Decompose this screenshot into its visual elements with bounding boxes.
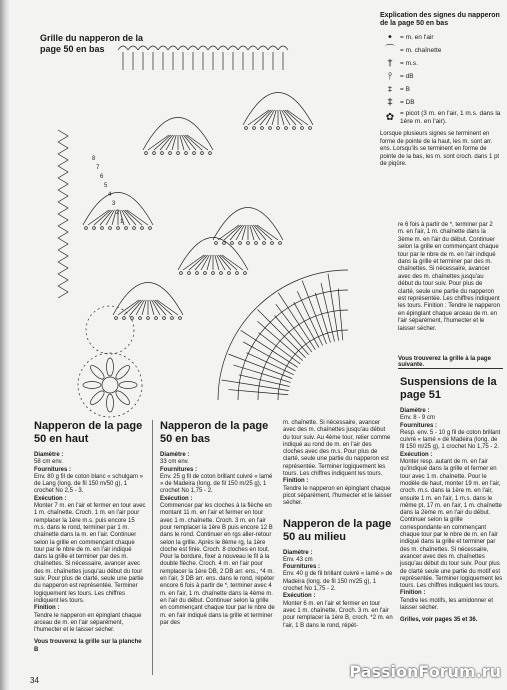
zigzag-edge: [58, 190, 68, 202]
zigzag-edge: [58, 250, 68, 262]
finishing-text: Tendre le napperon en épinglant chaque arceau de m. en l'air séparément, l'humecter et le laisser sécher.: [34, 612, 142, 634]
finishing-label: Finition :: [283, 478, 309, 485]
bell-stitch: [185, 135, 202, 150]
zigzag-edge: [58, 154, 68, 166]
round-number: 5: [104, 183, 108, 189]
picot-loop: [278, 46, 288, 50]
diameter-label: Diamètre :: [283, 549, 313, 556]
chain-dot: [285, 127, 288, 130]
picot-loop: [168, 46, 178, 50]
diameter-label: Diamètre :: [400, 408, 430, 414]
cross-icon: †: [387, 57, 393, 69]
bell-stitch: [182, 135, 190, 150]
page-binding: [0, 0, 10, 690]
picot-loop: [148, 46, 158, 50]
picot-loop: [268, 46, 278, 50]
bell-stitch: [215, 255, 219, 270]
picot-loop: [178, 46, 188, 50]
bell-stitch: [255, 225, 272, 240]
page-number: 34: [30, 676, 39, 685]
legend-title: Explication des signes du napperon de la page 50 en bas: [380, 12, 500, 27]
chain-dot: [123, 317, 126, 320]
chain-dot: [133, 227, 136, 230]
zigzag-edge: [58, 166, 68, 178]
legend-item-text: = dB: [400, 72, 414, 80]
b-icon: ⧧: [387, 83, 393, 95]
article-ornaments: [400, 376, 503, 625]
zigzag-edge: [58, 130, 68, 142]
chain-dot: [263, 242, 266, 245]
round-number: 3: [112, 201, 116, 207]
bell-stitch: [272, 110, 276, 125]
picot-loop: [208, 46, 218, 50]
bell-stitch: [154, 135, 171, 150]
picot-loop: [248, 46, 258, 50]
bell-stitch: [180, 135, 184, 150]
diameter-value: 58 cm env.: [34, 459, 63, 466]
bell-stitch: [152, 300, 160, 315]
chain-dot: [169, 152, 172, 155]
zigzag-edge: [58, 202, 68, 214]
chain-dot: [147, 317, 150, 320]
motif-petal: [107, 394, 114, 412]
picot-loop: [188, 46, 198, 50]
watermark: PassionForum.ru: [349, 662, 501, 681]
bell-stitch: [254, 110, 271, 125]
diameter-value: Env. 8 - 9 cm: [400, 415, 435, 422]
picot-loop: [118, 46, 128, 50]
bell-stitch: [252, 225, 260, 240]
legend: [380, 12, 502, 169]
legend-item: [380, 44, 502, 57]
crochet-chart: [28, 40, 373, 420]
zigzag-edge: [58, 178, 68, 190]
supplies-text: Env. 25 g fil de coton brillant cuivré « lamé » de Madeira (long. de fil 150 m/25 g), 1 crochet No 1,75 - 2.: [160, 473, 273, 495]
chain-dot: [204, 272, 207, 275]
stitch-column: [294, 302, 319, 347]
bell-stitch: [236, 225, 244, 240]
bell-stitch: [220, 255, 237, 270]
motif-petal: [114, 363, 132, 381]
chain-dot: [155, 317, 158, 320]
round-number: 8: [92, 156, 96, 162]
chain-dot: [139, 317, 142, 320]
double-b-icon: ‡: [387, 96, 393, 108]
picot-loop: [238, 46, 248, 50]
legend-item: [380, 31, 502, 44]
bell-stitch: [94, 210, 111, 225]
execution-label: Exécution :: [283, 593, 316, 600]
picot-loop: [218, 46, 228, 50]
chain-dot: [231, 242, 234, 245]
motif-petal: [88, 363, 106, 381]
chain-dot: [125, 227, 128, 230]
motif-petal: [83, 382, 101, 389]
chain-dot: [255, 242, 258, 245]
chain-dot: [185, 152, 188, 155]
chain-dot: [161, 152, 164, 155]
legend-item-text: = picot (3 m. en l'air, 1 m.s. dans la 1ère m. en l'air).: [400, 110, 501, 125]
round-number: 7: [96, 165, 100, 171]
execution-text: Monter 6 m. en l'air et fermer en tour avec 1 m. chaînette. Croch. 3 m. en l'air pour remplacer la 1ère B, croch. *2 m. en l'air, 1 B dans le rond, répét-: [283, 600, 393, 629]
bell-stitch: [285, 110, 302, 125]
zigzag-edge: [58, 274, 68, 286]
zigzag-edge: [58, 214, 68, 226]
zigzag-edge: [58, 286, 68, 298]
legend-item: [380, 96, 502, 109]
chain-dot: [215, 242, 218, 245]
chain-dot: [180, 272, 183, 275]
bell-stitch: [150, 300, 154, 315]
grid-link: Grilles, voir pages 35 et 36.: [400, 617, 478, 624]
supplies-label: Fournitures :: [400, 422, 437, 429]
bell-stitch: [217, 255, 225, 270]
chain-dot: [115, 317, 118, 320]
chain-dot: [261, 127, 264, 130]
bell-stitch: [125, 210, 142, 225]
legend-item: [380, 83, 502, 96]
zigzag-edge: [58, 238, 68, 250]
bell-stitch: [106, 210, 114, 225]
chain-dot: [109, 227, 112, 230]
chain-dot: [141, 227, 144, 230]
supplies-label: Fournitures :: [283, 564, 320, 571]
chain-dot: [201, 152, 204, 155]
bell-stitch: [201, 255, 209, 270]
bell-stitch: [266, 110, 274, 125]
round-number: 4: [108, 192, 112, 198]
diameter-label: Diamètre :: [160, 452, 190, 458]
article-title: Suspensions de la page 51: [400, 376, 497, 401]
chain-dot: [212, 272, 215, 275]
motif-petal: [107, 358, 114, 376]
column-rule: [152, 420, 153, 675]
round-number: 1: [120, 219, 124, 225]
chain-dot: [301, 127, 304, 130]
grid-link: Vous trouverez la grille sur la planche B: [34, 639, 142, 653]
chain-dot: [269, 127, 272, 130]
chain-dot: [149, 227, 152, 230]
article-top-doily: [34, 420, 146, 654]
picot-icon: ✿: [385, 112, 395, 123]
picot-loop: [198, 46, 208, 50]
zigzag-edge: [58, 142, 68, 154]
chain-dot: [145, 152, 148, 155]
db-icon: ⫯: [387, 70, 393, 82]
chain-dot: [85, 227, 88, 230]
finishing-text: Tendre le napperon en épinglant chaque picot séparément, l'humecter et le laisser sécher.: [283, 485, 392, 507]
chain-dot: [101, 227, 104, 230]
diameter-value: 33 cm env.: [160, 459, 189, 466]
diameter-value: Env. 43 cm: [283, 556, 313, 563]
chain-dot: [209, 152, 212, 155]
finishing-text: Tendre les motifs, les amidonner et laisser sécher.: [400, 597, 494, 612]
execution-text: Monter 7 m. en l'air et fermer en tour avec 1 m. chaînette. Croch. 1 m. en l'air pour remplacer la 1ère m.s. puis encore 15 m.s. dans le rond, terminer par 1 m. chaînette dans la m. en l'air. Continuer selon la grille en commençant chaque tour par le nbre de m. en l'air indiqué dans la grille et terminer par des m. chaînettes. Si nécessaire, avancer avec des m. chaînettes jusqu'au début du tour suiv. Pour plus de clarté, seule une partie du napperon est représentée. Terminer logiquement les tours. Les chiffres indiquent les tours.: [34, 503, 146, 604]
chain-dot: [153, 152, 156, 155]
zigzag-edge: [58, 226, 68, 238]
picot-loop: [128, 46, 138, 50]
bell-stitch: [142, 300, 146, 315]
chain-dot: [163, 317, 166, 320]
chain-dot: [309, 127, 312, 130]
bell-stitch: [155, 300, 172, 315]
supplies-text: Resp. env. 5 - 10 g fil de coton brillant cuivré « lamé » de Madeira (long. de fil 150 m/25 g), 1 crochet No 1,75 - 2.: [400, 429, 501, 451]
execution-label: Exécution :: [34, 495, 67, 502]
chain-dot: [131, 317, 134, 320]
picot-loop: [158, 46, 168, 50]
arc-icon: ⌒: [385, 44, 395, 56]
chain-dot: [93, 227, 96, 230]
legend-item: [380, 57, 502, 70]
dot-icon: •: [387, 31, 393, 43]
execution-label: Exécution :: [400, 451, 433, 458]
legend-item: [380, 70, 502, 83]
bell-stitch: [136, 300, 144, 315]
legend-item-text: = m. chaînette: [400, 46, 442, 54]
execution-label: Exécution :: [160, 495, 193, 502]
continued-text: m. chaînette. Si nécessaire, avancer avec des m. chaînettes jusqu'au début du tour suiv. Au 4ème tour, relier comme indiqué au rond de m. en l'air des cloches avec des m.s. Pour plus de clarté, seule une partie du napperon est représentée. Terminer logiquement les tours. Les chiffres indiquent les tours.: [283, 420, 391, 478]
divider: [398, 368, 503, 369]
picot-loop: [228, 46, 238, 50]
chain-dot: [117, 227, 120, 230]
motif-center: [102, 377, 118, 393]
bell-stitch: [282, 110, 290, 125]
article-title: Napperon de la page 50 au milieu: [283, 517, 392, 543]
bell-stitch: [224, 225, 241, 240]
supplies-label: Fournitures :: [34, 466, 71, 473]
motif-petal: [119, 382, 137, 389]
bell-stitch: [166, 135, 174, 150]
finishing-label: Finition :: [34, 605, 60, 612]
bell-stitch: [280, 110, 284, 125]
chain-dot: [196, 272, 199, 275]
supplies-text: Env. 40 g de fil brillant cuivré « lamé » de Madeira (long. de fil 150 m/25 g), 1 crochet No 1,75 - 2.: [283, 571, 393, 593]
legend-item-text: = B: [400, 85, 410, 93]
bell-stitch: [250, 225, 254, 240]
motif-ring: [86, 306, 134, 354]
supplies-text: Env. 80 g fil de coton blanc « schulgam » de Lang (long. de fil 150 m/50 g), 1 crochet No 2,5 - 3.: [34, 473, 143, 495]
chain-dot: [220, 272, 223, 275]
chain-dot: [228, 272, 231, 275]
chain-dot: [236, 272, 239, 275]
picot-loop: [258, 46, 268, 50]
chain-dot: [271, 242, 274, 245]
motif-ring: [78, 353, 142, 417]
grid-reference: Vous trouverez la grille à la page suivante.: [398, 356, 491, 368]
execution-text: Monter resp. autant de m. en l'air qu'indiqué dans la grille et fermer en tour avec 1 m. chaînette. Pour le modèle de haut, monter 19 m. en l'air, croch. m.s. dans la 1ère m. en l'air, ensuite 1 m. en l'air, 1 m.s. dans le même pt, 17 m. en l'air, 1 m. chaînette dans la 2ème m. en l'air du début. Continuer selon la grille correspondante en commençant chaque tour par le nbre de m. en l'air indiqué dans la grille et terminer par des m. chaînettes. Si nécessaire, avancer avec des m. chaînettes jusqu'au début du tour suiv. Pour plus de clarté seule une partie du motif est représentée. Terminer logiquement les tours. Les chiffres indiquent les tours.: [400, 459, 503, 590]
article-middle-doily: [283, 420, 393, 630]
motif-petal: [88, 389, 106, 407]
chain-dot: [188, 272, 191, 275]
stitch-column: [338, 288, 343, 340]
article-bottom-doily: [160, 420, 275, 627]
legend-item-text: = DB: [400, 98, 415, 106]
chain-dot: [179, 317, 182, 320]
round-number: 6: [100, 174, 104, 180]
chain-dot: [244, 272, 247, 275]
chain-dot: [171, 317, 174, 320]
instructions-continued: re 6 fois à partir de *, terminer par 2 m. en l'air, 1 m. chaînette dans la 3ème m. en l'air du début. Continuer selon la grille en commençant chaque tour par le nbre de m. en l'air indiqué dans la grille et terminer par des m. chaînettes. Si nécessaire, avancer avec des m. chaînettes jusqu'au début du tour suiv. Pour plus de clarté, seule une partie du napperon est représentée. Les chiffres indiquent les tours. Finition : Tendre le napperon en épinglant chaque arceau de m. en l'air séparément, l'humecter et le laisser sécher.: [398, 222, 500, 332]
legend-item-text: = m. en l'air: [400, 33, 434, 41]
legend-item: [380, 109, 502, 127]
execution-text: Commencer par les cloches à la flèche en montant 11 m. en l'air et fermer en tour avec 1 m. chaînette. Croch. 3 m. en l'air pour remplacer la 1ère B puis encore 12 B dans le rond. Continuer en rgs aller-retour selon la grille. Après le 8ème rg, la 1ère cloche est finie. Croch. 8 cloches en tout. Pour la bordure, fixer à nouveau le fil à la double flèche. Croch. 4 m. en l'air pour remplacer la 1ère DB, 2 DB arr. ens., *4 m. en l'air, 3 DB arr. ens. dans le rond, répéter encore 6 fois à partir de *, terminer avec 4 m. en l'air, 1 m. chaînette dans la 4ème m. en l'air du début. Continuer selon la grille en commençant chaque tour par le nbre de m. en l'air indiqué dans la grille et terminer par des: [160, 503, 275, 626]
chain-dot: [177, 152, 180, 155]
bell-stitch: [242, 225, 246, 240]
chain-dot: [223, 242, 226, 245]
chain-dot: [279, 242, 282, 245]
article-title: Napperon de la page 50 en haut: [34, 420, 143, 445]
article-title: Napperon de la page 50 en bas: [160, 420, 269, 445]
bell-stitch: [172, 135, 176, 150]
chain-dot: [193, 152, 196, 155]
bell-stitch: [189, 255, 206, 270]
chain-dot: [239, 242, 242, 245]
chain-dot: [293, 127, 296, 130]
chain-dot: [247, 242, 250, 245]
chart-title: Grille du napperon de la page 50 en bas: [40, 33, 144, 54]
chain-dot: [277, 127, 280, 130]
chain-dot: [245, 127, 248, 130]
round-number: 2: [116, 210, 120, 216]
diameter-label: Diamètre :: [34, 452, 64, 458]
supplies-label: Fournitures :: [160, 466, 197, 473]
finishing-label: Finition :: [400, 590, 426, 597]
legend-note: Lorsque plusieurs signes se terminent en forme de pointe de la haut, les m. sont arr. ens. Lorsqu'ils se terminent en forme de pointe de la bas, les m. sont croch. dans 1 pt de piqûre.: [380, 131, 500, 167]
zigzag-edge: [58, 262, 68, 274]
chain-dot: [253, 127, 256, 130]
bell-stitch: [207, 255, 211, 270]
legend-item-text: = m.s.: [400, 59, 418, 67]
motif-petal: [114, 389, 132, 407]
picot-loop: [138, 46, 148, 50]
